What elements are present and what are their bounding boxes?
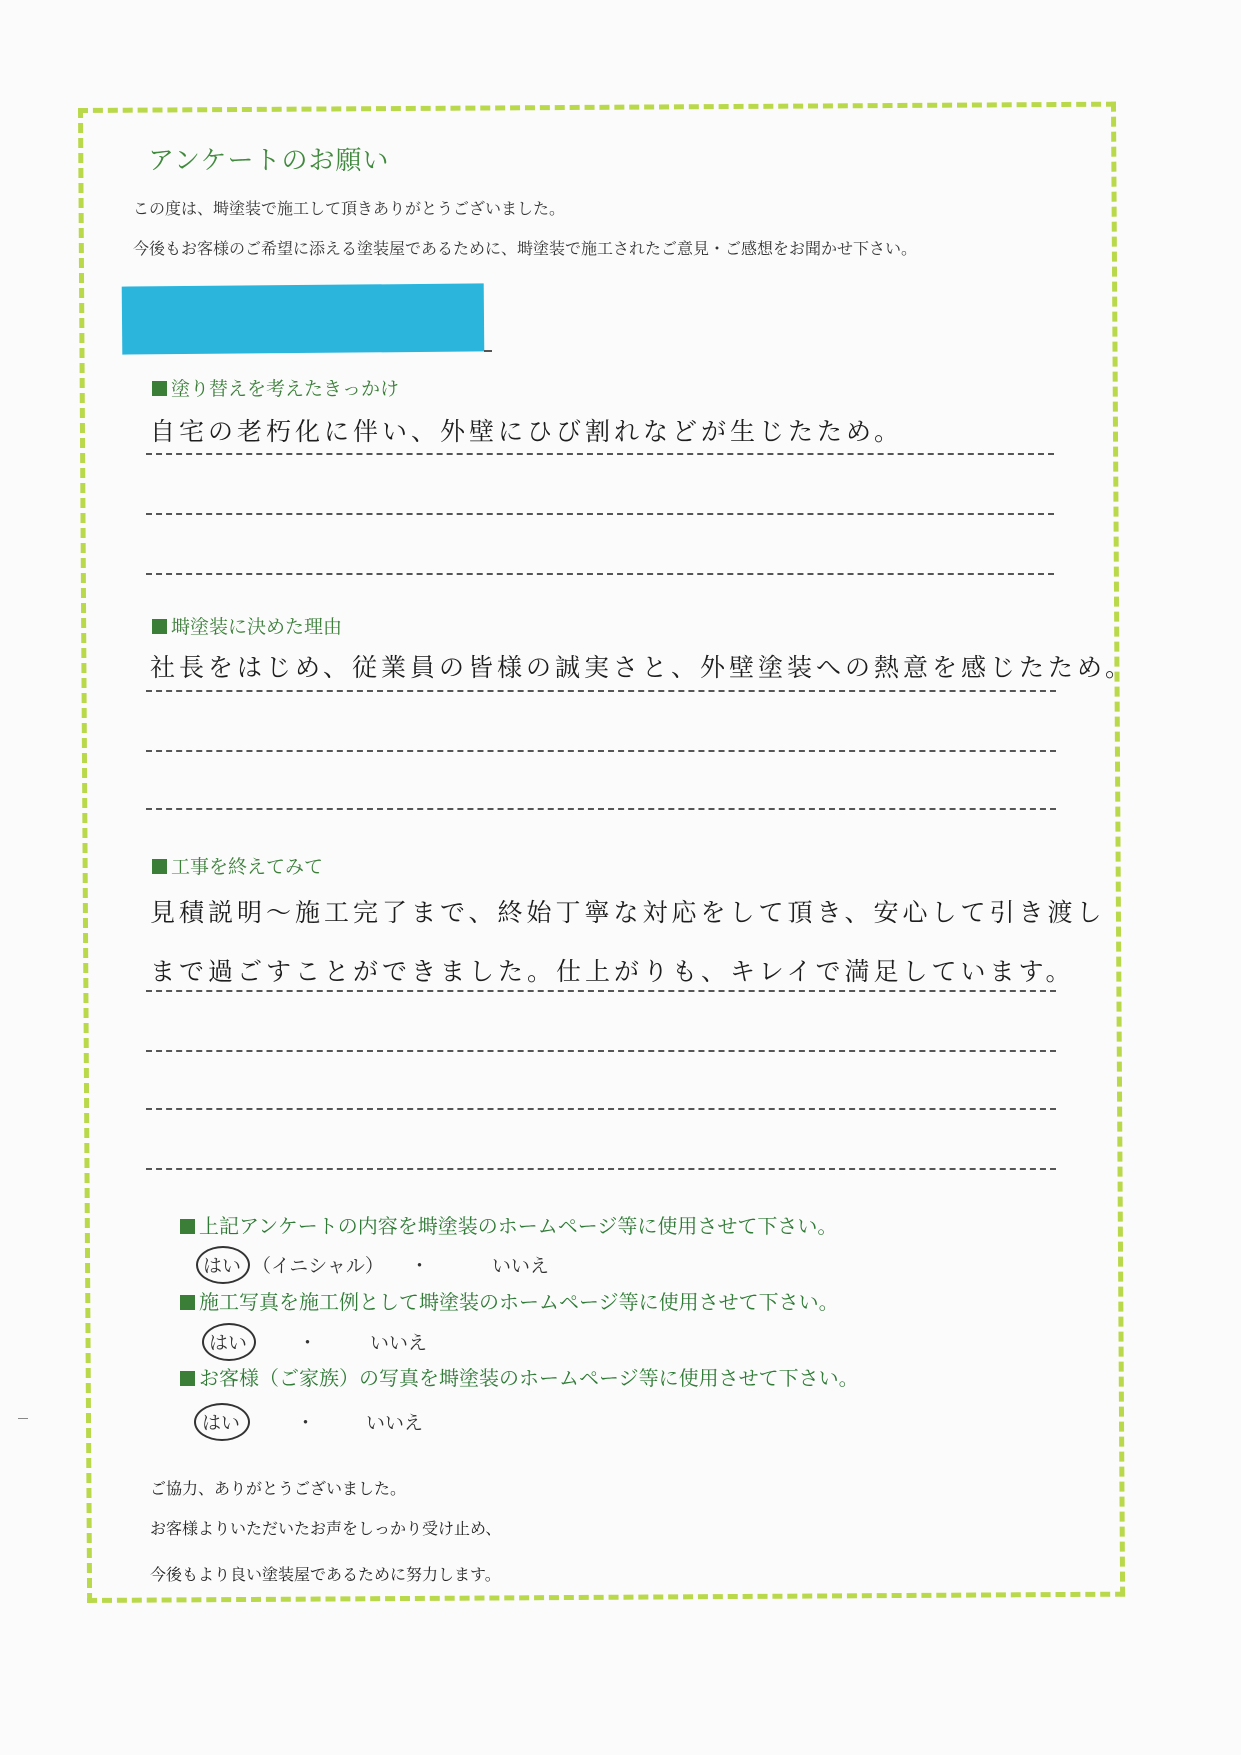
answer-line: [146, 573, 1054, 575]
option-separator: ・: [296, 1412, 316, 1434]
option-no[interactable]: いいえ: [370, 1332, 428, 1354]
section-heading-text: 工事を終えてみて: [171, 856, 324, 878]
answer-line: [146, 1108, 1056, 1110]
handwritten-answer: 社長をはじめ、従業員の皆様の誠実さと、外壁塗装への熱意を感じたため。: [150, 653, 1135, 682]
intro-line: 今後もお客様のご希望に添える塗装屋であるために、塒塗装で施工されたご意見・ご感想をお聞かせ下さい。: [133, 239, 918, 258]
square-bullet-icon: [152, 619, 167, 634]
redaction-edge-mark: [484, 350, 492, 352]
square-bullet-icon: [152, 859, 167, 874]
handwritten-answer: 自宅の老朽化に伴い、外壁にひび割れなどが生じたため。: [150, 417, 904, 446]
square-bullet-icon: [152, 381, 167, 396]
page-title: アンケートのお願い: [148, 146, 390, 176]
section-heading: [152, 612, 342, 639]
answer-line: [146, 1168, 1056, 1170]
answer-line: [146, 513, 1054, 515]
section-heading-text: 塒塗装に決めた理由: [171, 616, 343, 638]
intro-line: この度は、塒塗装で施工して頂きありがとうございました。: [133, 199, 566, 218]
option-no[interactable]: いいえ: [492, 1255, 550, 1277]
option-yes[interactable]: はい: [202, 1412, 241, 1434]
option-separator: ・: [410, 1255, 430, 1277]
permission-question: [180, 1362, 859, 1391]
section-heading-text: 塗り替えを考えたきっかけ: [171, 378, 400, 400]
redacted-name-field: [122, 283, 485, 354]
answer-line: [146, 750, 1056, 752]
permission-question: [180, 1210, 837, 1239]
option-yes-note: （イニシャル）: [252, 1255, 384, 1277]
option-yes[interactable]: はい: [209, 1332, 248, 1354]
margin-mark: [18, 1418, 28, 1419]
permission-question-text: 施工写真を施工例として塒塗装のホームページ等に使用させて下さい。: [199, 1290, 839, 1314]
handwritten-answer: 見積説明～施工完了まで、終始丁寧な対応をして頂き、安心して引き渡し: [150, 898, 1106, 927]
answer-line: [146, 1050, 1056, 1052]
permission-question-text: お客様（ご家族）の写真を塒塗装のホームページ等に使用させて下さい。: [199, 1366, 859, 1390]
closing-line: ご協力、ありがとうございました。: [150, 1479, 407, 1498]
option-separator: ・: [298, 1332, 318, 1354]
section-heading: [152, 374, 399, 401]
answer-line: [146, 808, 1056, 810]
option-no[interactable]: いいえ: [366, 1412, 424, 1434]
answer-line: [146, 990, 1056, 992]
option-yes[interactable]: はい: [203, 1255, 242, 1277]
square-bullet-icon: [180, 1295, 195, 1310]
square-bullet-icon: [180, 1371, 195, 1386]
handwritten-answer: まで過ごすことができました。仕上がりも、キレイで満足しています。: [150, 957, 1075, 986]
section-heading: [152, 852, 323, 879]
answer-line: [146, 453, 1054, 455]
permission-question-text: 上記アンケートの内容を塒塗装のホームページ等に使用させて下さい。: [199, 1214, 838, 1238]
square-bullet-icon: [180, 1219, 195, 1234]
permission-question: [180, 1286, 839, 1315]
closing-line: 今後もより良い塗装屋であるために努力します。: [150, 1565, 501, 1584]
closing-line: お客様よりいただいたお声をしっかり受け止め、: [150, 1519, 502, 1538]
answer-line: [146, 690, 1056, 692]
